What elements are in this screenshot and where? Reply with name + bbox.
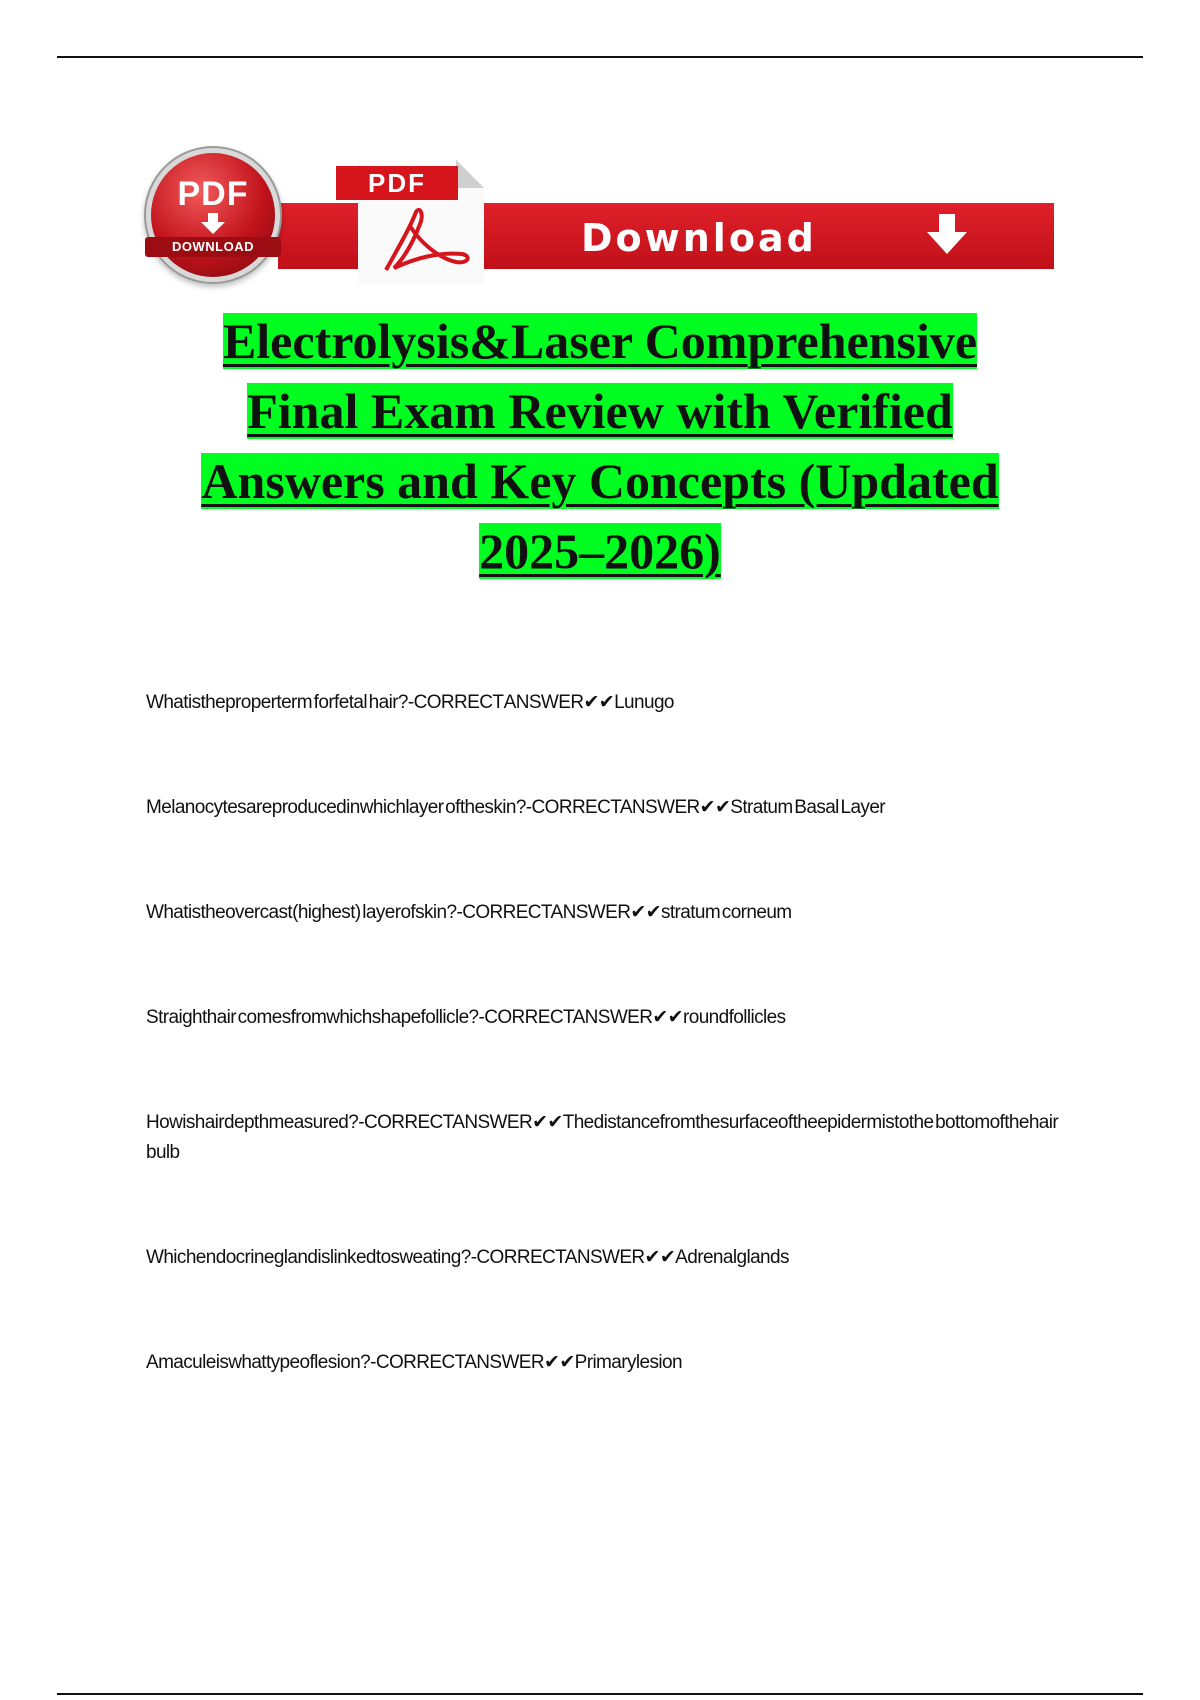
badge-arrow-icon [200,213,226,235]
title-line-1: Electrolysis&Laser Comprehensive [222,313,978,369]
qa-item: Whatistheproperterm forfetal hair?-CORRECT ANSWER✔✔Lunugo [146,692,674,713]
badge-ribbon: DOWNLOAD [145,237,281,257]
acrobat-logo-icon [376,208,472,278]
qa-item: Melanocytesareproducedinwhichlayer oftheskin?-CORRECTANSWER✔✔Stratum Basal Layer [146,797,886,818]
pdf-download-banner[interactable] [148,150,1054,290]
title-line-2: Final Exam Review with Verified [247,383,953,439]
qa-item: Howishairdepthmeasured?-CORRECTANSWER✔✔Thedistancefromthesurfaceoftheepidermistothe bottomofthehair bulb [146,1112,1059,1163]
badge-pdf-label: PDF [177,175,249,213]
download-arrow-icon [923,214,971,256]
top-rule [57,56,1143,58]
qa-item: Straighthair comesfromwhichshapefollicle?-CORRECTANSWER✔✔roundfollicles [146,1007,786,1028]
qa-item: Whichendocrineglandislinkedtosweating?-CORRECTANSWER✔✔Adrenalglands [146,1247,789,1268]
pdf-download-badge-icon [151,153,275,277]
title-line-3: Answers and Key Concepts (Updated [201,453,999,509]
download-label: Download [581,216,817,260]
bottom-rule [57,1693,1143,1695]
document-title [80,306,1120,586]
pdf-tag: PDF [336,166,458,200]
qa-item: Amaculeiswhattypeoflesion?-CORRECTANSWER✔✔Primarylesion [146,1352,682,1373]
title-line-4: 2025–2026) [479,523,721,579]
qa-item: Whatistheovercast(highest) layerofskin?-CORRECTANSWER✔✔stratum corneum [146,902,792,923]
pdf-document-icon [336,160,484,284]
